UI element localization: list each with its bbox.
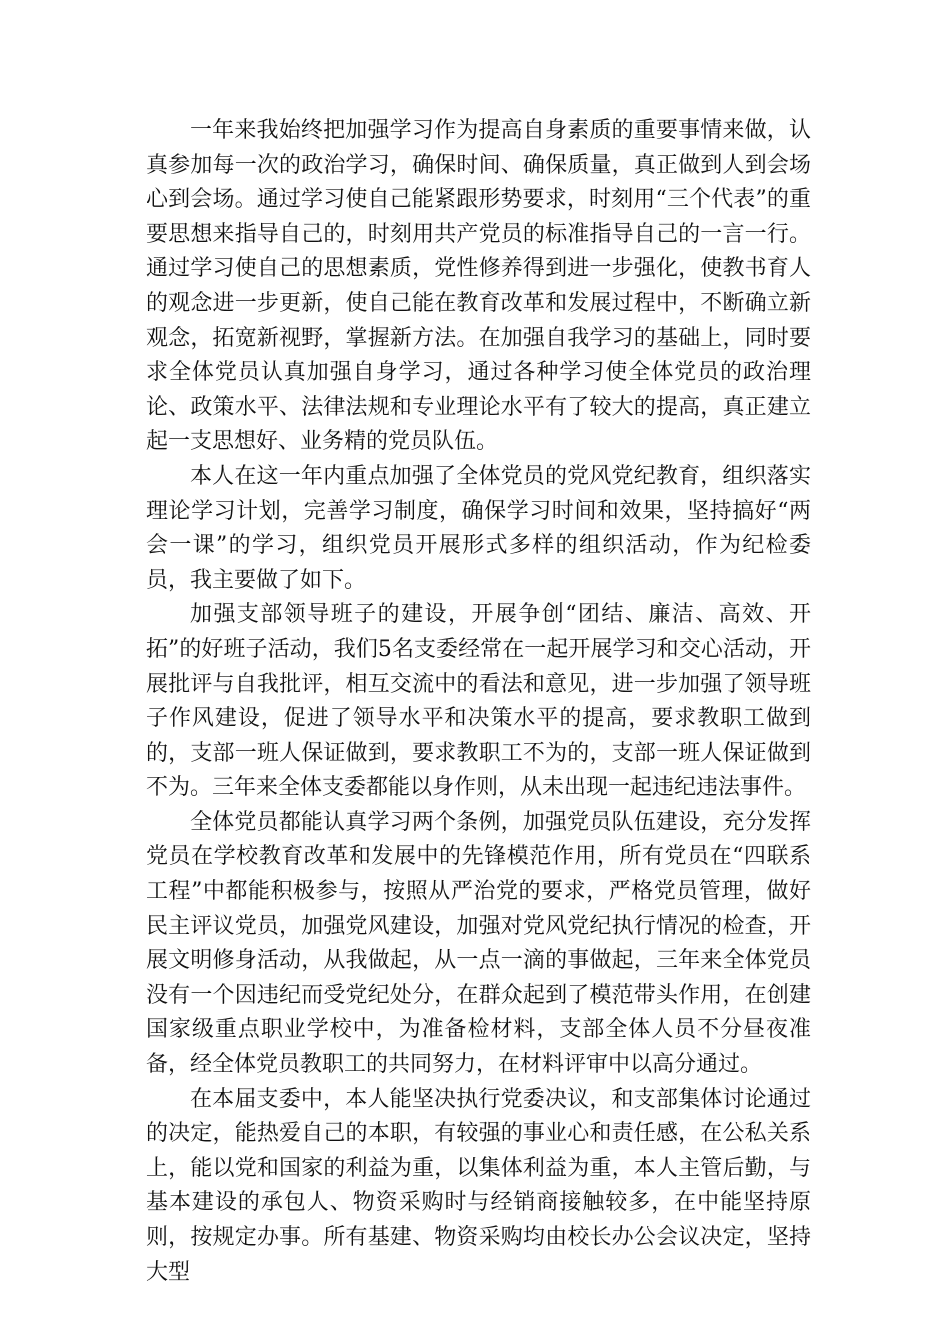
- paragraph-2: 本人在这一年内重点加强了全体党员的党风党纪教育，组织落实理论学习计划，完善学习制度，确保学习时间和效果，坚持搞好“两会一课”的学习，组织党员开展形式多样的组织活动，作为纪检委员，我主要做了如下。: [146, 463, 811, 593]
- paragraph-5: 在本届支委中，本人能坚决执行党委决议，和支部集体讨论通过的决定，能热爱自己的本职，有较强的事业心和责任感，在公私关系上，能以党和国家的利益为重，以集体利益为重，本人主管后勤，与基本建设的承包人、物资采购时与经销商接触较多，在中能坚持原则，按规定办事。所有基建、物资采购均由校长办公会议决定，坚持大型: [146, 1086, 811, 1285]
- paragraph-3: 加强支部领导班子的建设，开展争创“团结、廉洁、高效、开拓”的好班子活动，我们5名支委经常在一起开展学习和交心活动，开展批评与自我批评，相互交流中的看法和意见，进一步加强了领导班子作风建设，促进了领导水平和决策水平的提高，要求教职工做到的，支部一班人保证做到，要求教职工不为的，支部一班人保证做到不为。三年来全体支委都能以身作则，从未出现一起违纪违法事件。: [146, 602, 811, 801]
- paragraph-4: 全体党员都能认真学习两个条例，加强党员队伍建设，充分发挥党员在学校教育改革和发展中的先锋模范作用，所有党员在“四联系工程”中都能积极参与，按照从严治党的要求，严格党员管理，做好民主评议党员，加强党风建设，加强对党风党纪执行情况的检查，开展文明修身活动，从我做起，从一点一滴的事做起，三年来全体党员没有一个因违纪而受党纪处分，在群众起到了模范带头作用，在创建国家级重点职业学校中，为准备检材料，支部全体人员不分昼夜准备，经全体党员教职工的共同努力，在材料评审中以高分通过。: [146, 809, 811, 1078]
- paragraph-1: 一年来我始终把加强学习作为提高自身素质的重要事情来做，认真参加每一次的政治学习，确保时间、确保质量，真正做到人到会场心到会场。通过学习使自己能紧跟形势要求，时刻用“三个代表”的重要思想来指导自己的，时刻用共产党员的标准指导自己的一言一行。通过学习使自己的思想素质，党性修养得到进一步强化，使教书育人的观念进一步更新，使自己能在教育改革和发展过程中，不断确立新观念，拓宽新视野，掌握新方法。在加强自我学习的基础上，同时要求全体党员认真加强自身学习，通过各种学习使全体党员的政治理论、政策水平、法律法规和专业理论水平有了较大的提高，真正建立起一支思想好、业务精的党员队伍。: [146, 118, 811, 455]
- document-body: [146, 114, 811, 1290]
